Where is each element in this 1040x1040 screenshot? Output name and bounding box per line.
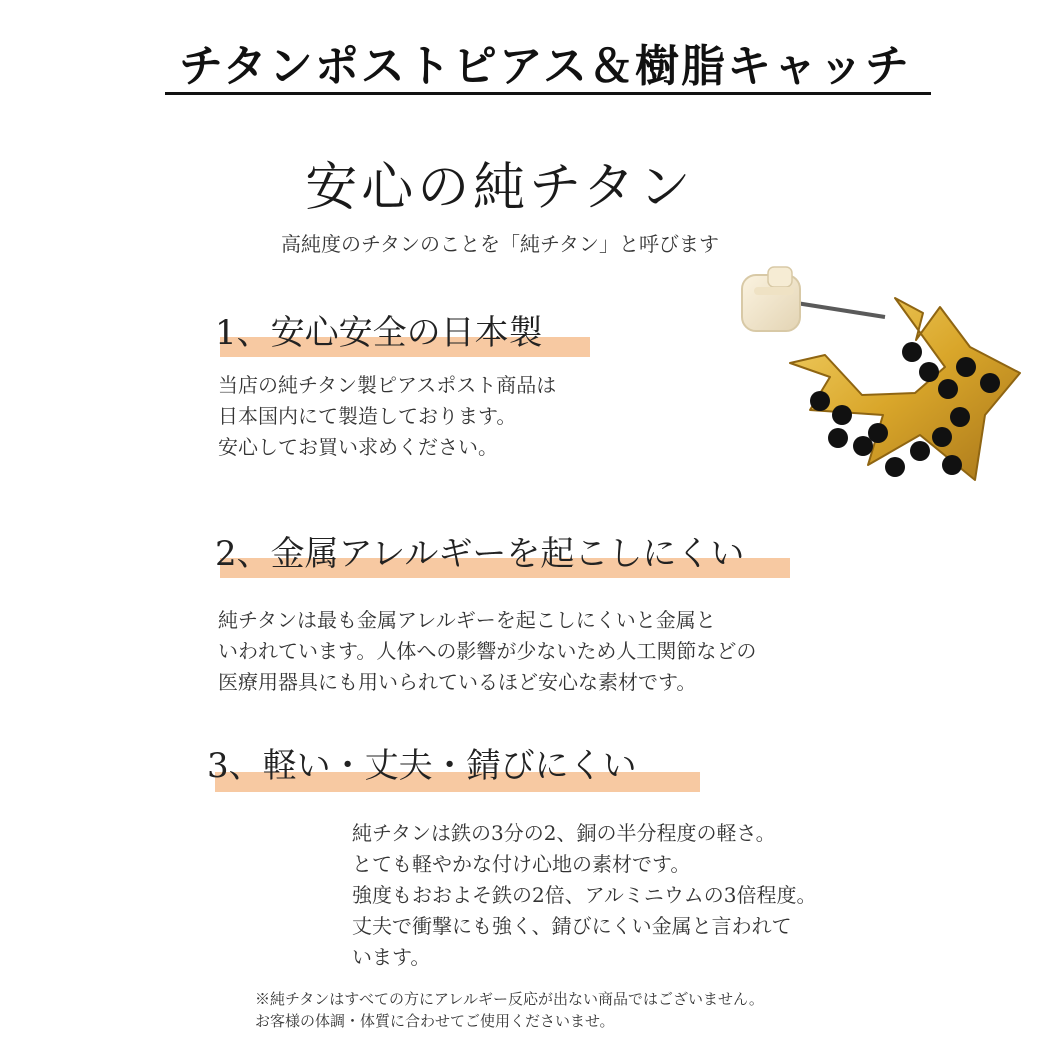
footnote-line: ※純チタンはすべての方にアレルギー反応が出ない商品ではございません。: [255, 990, 764, 1008]
hero-title: 安心の純チタン: [305, 158, 695, 218]
section-2-line: 純チタンは最も金属アレルギーを起こしにくいと金属と: [218, 608, 716, 632]
section-3-line: 純チタンは鉄の3分の2、銅の半分程度の軽さ。: [352, 821, 776, 845]
title-underline: [165, 92, 931, 95]
section-3-line: 丈夫で衝撃にも強く、錆びにくい金属と言われて: [352, 914, 792, 938]
section-1-line: 当店の純チタン製ピアスポスト商品は: [218, 373, 557, 397]
footnote: [255, 988, 764, 1032]
section-2-line: いわれています。人体への影響が少ないため人工関節などの: [218, 639, 757, 663]
section-2-heading: 2、金属アレルギーを起こしにくい: [215, 534, 745, 574]
section-3-line: います。: [352, 945, 431, 969]
hero-subtitle: 高純度のチタンのことを「純チタン」と呼びます: [281, 232, 719, 256]
section-1-body: [218, 370, 556, 463]
section-1-line: 日本国内にて製造しております。: [218, 404, 517, 428]
section-1-heading: 1、安心安全の日本製: [215, 313, 543, 353]
resin-catch-icon: [742, 267, 800, 331]
section-2-body: [218, 605, 756, 698]
section-3-body: [352, 818, 816, 973]
section-3-line: とても軽やかな付け心地の素材です。: [352, 852, 691, 876]
footnote-line: お客様の体調・体質に合わせてご使用くださいませ。: [255, 1012, 615, 1030]
page-title: チタンポストピアス＆樹脂キャッチ: [178, 41, 912, 92]
star-hoop-earring-icon: [720, 255, 1040, 545]
titanium-post: [790, 302, 885, 317]
section-3-heading: 3、軽い・丈夫・錆びにくい: [207, 746, 637, 786]
section-3-line: 強度もおおよそ鉄の2倍、アルミニウムの3倍程度。: [352, 883, 817, 907]
section-2-line: 医療用器具にも用いられているほど安心な素材です。: [218, 670, 697, 694]
section-1-line: 安心してお買い求めください。: [218, 435, 498, 459]
